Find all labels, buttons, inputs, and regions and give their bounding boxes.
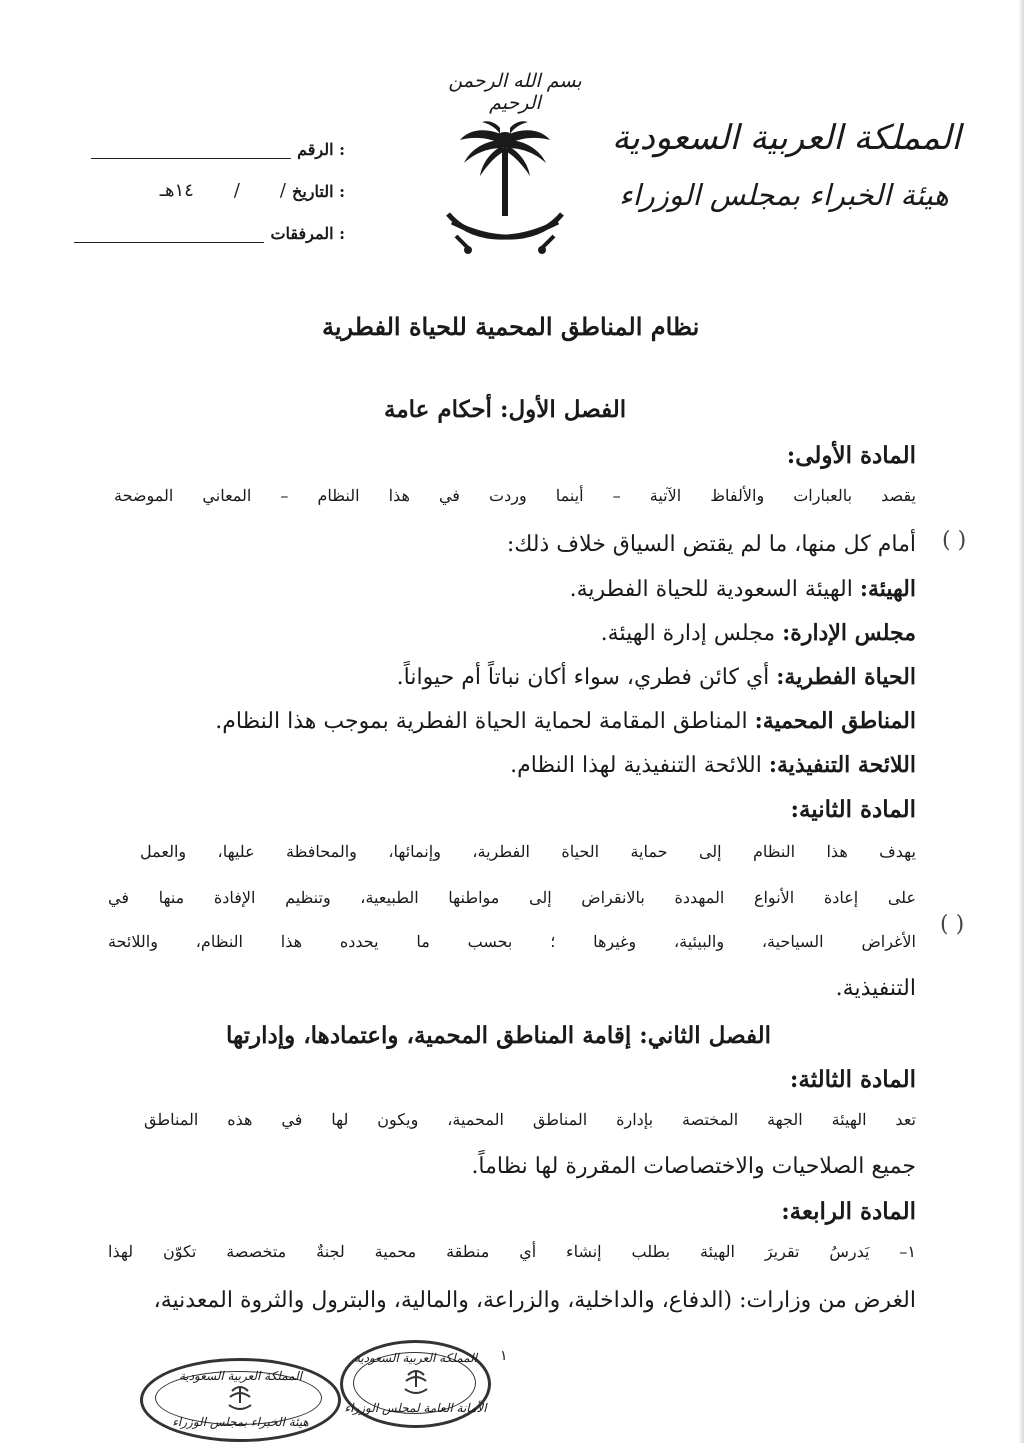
council-name: هيئة الخبراء بمجلس الوزراء bbox=[619, 178, 949, 212]
date-parts bbox=[120, 180, 286, 201]
stamp-text: الأمانة العامة لمجلس الوزراء bbox=[344, 1401, 487, 1415]
attachments-line bbox=[74, 228, 264, 243]
secretariat-stamp bbox=[340, 1340, 491, 1428]
chapter2-heading: الفصل الثاني: إقامة المناطق المحمية، واعتمادها، وإدارتها bbox=[226, 1022, 772, 1049]
chapter1-heading: الفصل الأول: أحكام عامة bbox=[384, 396, 627, 423]
council-stamp bbox=[140, 1358, 341, 1442]
kingdom-name: المملكة العربية السعودية bbox=[612, 118, 961, 158]
definition-item: اللائحة التنفيذية: اللائحة التنفيذية لهذا النظام. bbox=[510, 752, 916, 778]
article4-line1: ١– يَدرسُ تقريرَ الهيئة بطلب إنشاء أي منطقة محمية لجنةٌ متخصصة تكوّن لهذا bbox=[108, 1242, 916, 1261]
attachments-row bbox=[74, 217, 345, 243]
ref-number-row bbox=[91, 133, 345, 159]
saudi-emblem-icon bbox=[440, 118, 570, 263]
article2-heading: المادة الثانية: bbox=[790, 796, 916, 823]
basmala: بسم الله الرحمن الرحيم bbox=[448, 70, 582, 114]
definition-item: المناطق المحمية: المناطق المقامة لحماية الحياة الفطرية بموجب هذا النظام. bbox=[215, 708, 916, 734]
page-number: ١ bbox=[500, 1348, 508, 1364]
article2-line4: التنفيذية. bbox=[835, 976, 916, 1001]
margin-mark: ( ) bbox=[942, 528, 967, 553]
ref-number-line bbox=[91, 144, 291, 159]
stamp-emblem-icon bbox=[227, 1383, 253, 1413]
article3-line2: جميع الصلاحيات والاختصاصات المقررة لها نظاماً. bbox=[471, 1154, 916, 1179]
definition-item: مجلس الإدارة: مجلس إدارة الهيئة. bbox=[600, 620, 916, 646]
date-suffix: ١٤هـ bbox=[159, 180, 194, 201]
date-row bbox=[120, 175, 345, 201]
attachments-label: المرفقات : bbox=[270, 224, 345, 243]
page-edge bbox=[1018, 0, 1024, 1443]
article1-line1: يقصد بالعبارات والألفاظ الآتية – أينما وردت في هذا النظام – المعاني الموضحة bbox=[114, 486, 916, 505]
article4-heading: المادة الرابعة: bbox=[781, 1198, 916, 1225]
stamp-text: المملكة العربية السعودية bbox=[353, 1351, 478, 1365]
stamp-text: هيئة الخبراء بمجلس الوزراء bbox=[172, 1415, 309, 1429]
margin-mark: ( ) bbox=[940, 912, 965, 937]
article2-line1: يهدف هذا النظام إلى حماية الحياة الفطرية، وإنمائها، والمحافظة عليها، والعمل bbox=[140, 842, 916, 861]
article4-line2: الغرض من وزارات: (الدفاع، والداخلية، والزراعة، والمالية، والبترول والثروة المعدنية، bbox=[153, 1288, 916, 1313]
ref-number-label: الرقم : bbox=[297, 140, 345, 159]
article1-heading: المادة الأولى: bbox=[786, 442, 916, 469]
stamp-text: المملكة العربية السعودية bbox=[178, 1369, 303, 1383]
stamp-emblem-icon bbox=[403, 1367, 429, 1397]
date-slash-2: / bbox=[233, 180, 240, 201]
date-label: التاريخ : bbox=[291, 182, 345, 201]
article3-line1: تعد الهيئة الجهة المختصة بإدارة المناطق المحمية، ويكون لها في هذه المناطق bbox=[144, 1110, 917, 1129]
definition-item: الهيئة: الهيئة السعودية للحياة الفطرية. bbox=[569, 576, 916, 602]
article3-heading: المادة الثالثة: bbox=[789, 1066, 916, 1093]
article2-line3: الأغراض السياحية، والبيئية، وغيرها ؛ بحسب ما يحدده هذا النظام، واللائحة bbox=[108, 932, 916, 951]
definition-item: الحياة الفطرية: أي كائن فطري، سواء أكان نباتاً أم حيواناً. bbox=[396, 664, 916, 690]
article2-line2: على إعادة الأنواع المهددة بالانقراض إلى مواطنها الطبيعية، وتنظيم الإفادة منها في bbox=[108, 888, 917, 907]
date-slash-1: / bbox=[279, 180, 286, 201]
document-title: نظام المناطق المحمية للحياة الفطرية bbox=[322, 312, 700, 341]
article1-line2: أمام كل منها، ما لم يقتض السياق خلاف ذلك: bbox=[506, 532, 916, 557]
